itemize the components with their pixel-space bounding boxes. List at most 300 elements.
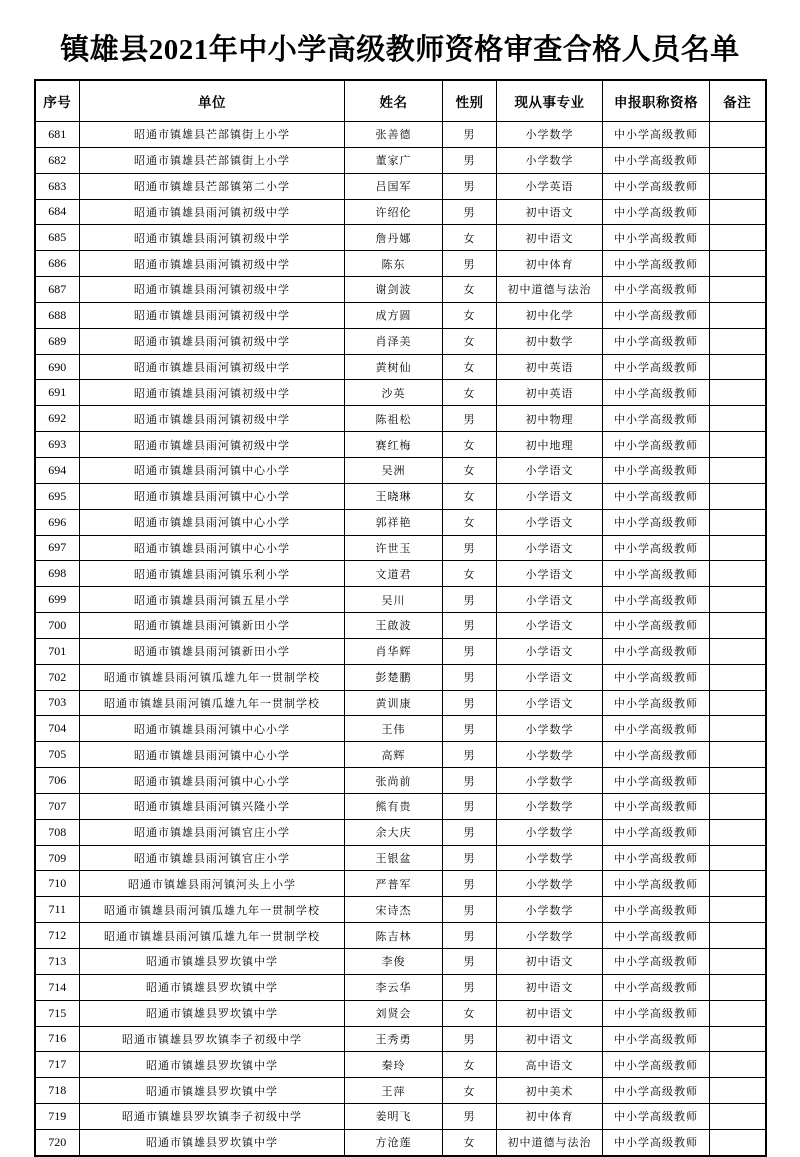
- table-cell-remark: [710, 690, 766, 716]
- table-cell-major: 小学数学: [497, 147, 603, 173]
- table-cell-title-qualification: 中小学高级教师: [603, 457, 710, 483]
- table-cell-remark: [710, 897, 766, 923]
- table-cell-index: 685: [35, 225, 80, 251]
- table-cell-title-qualification: 中小学高级教师: [603, 173, 710, 199]
- table-cell-unit: 昭通市镇雄县雨河镇初级中学: [80, 199, 345, 225]
- table-cell-index: 709: [35, 845, 80, 871]
- table-cell-gender: 男: [443, 690, 497, 716]
- table-cell-gender: 女: [443, 225, 497, 251]
- table-cell-major: 小学语文: [497, 664, 603, 690]
- table-cell-title-qualification: 中小学高级教师: [603, 432, 710, 458]
- table-cell-unit: 昭通市镇雄县罗坎镇李子初级中学: [80, 1026, 345, 1052]
- table-cell-remark: [710, 1078, 766, 1104]
- table-cell-unit: 昭通市镇雄县雨河镇瓜雄九年一贯制学校: [80, 690, 345, 716]
- table-row: [35, 173, 766, 199]
- table-cell-gender: 女: [443, 328, 497, 354]
- table-cell-gender: 男: [443, 1104, 497, 1130]
- table-cell-title-qualification: 中小学高级教师: [603, 1129, 710, 1155]
- table-row: [35, 1026, 766, 1052]
- table-cell-index: 692: [35, 406, 80, 432]
- table-cell-title-qualification: 中小学高级教师: [603, 1104, 710, 1130]
- table-cell-unit: 昭通市镇雄县雨河镇新田小学: [80, 613, 345, 639]
- table-cell-major: 小学数学: [497, 716, 603, 742]
- table-cell-name: 张尚前: [345, 768, 443, 794]
- table-cell-major: 小学数学: [497, 742, 603, 768]
- table-cell-unit: 昭通市镇雄县芒部镇街上小学: [80, 147, 345, 173]
- table-cell-unit: 昭通市镇雄县雨河镇五星小学: [80, 587, 345, 613]
- table-cell-name: 陈吉林: [345, 923, 443, 949]
- table-cell-gender: 男: [443, 122, 497, 148]
- table-cell-name: 王秀勇: [345, 1026, 443, 1052]
- table-cell-gender: 男: [443, 742, 497, 768]
- table-cell-index: 684: [35, 199, 80, 225]
- table-cell-name: 陈祖松: [345, 406, 443, 432]
- table-cell-index: 691: [35, 380, 80, 406]
- table-cell-remark: [710, 225, 766, 251]
- table-cell-major: 初中语文: [497, 949, 603, 975]
- table-row: [35, 328, 766, 354]
- table-row: [35, 949, 766, 975]
- table-cell-major: 初中体育: [497, 1104, 603, 1130]
- table-cell-remark: [710, 768, 766, 794]
- table-cell-remark: [710, 923, 766, 949]
- table-cell-gender: 男: [443, 535, 497, 561]
- table-cell-title-qualification: 中小学高级教师: [603, 535, 710, 561]
- table-row: [35, 587, 766, 613]
- table-cell-title-qualification: 中小学高级教师: [603, 406, 710, 432]
- table-cell-unit: 昭通市镇雄县罗坎镇中学: [80, 1078, 345, 1104]
- table-row: [35, 380, 766, 406]
- column-header-unit: 单位: [80, 80, 345, 122]
- table-cell-remark: [710, 1026, 766, 1052]
- table-cell-major: 初中英语: [497, 354, 603, 380]
- table-cell-title-qualification: 中小学高级教师: [603, 380, 710, 406]
- table-cell-name: 王啟波: [345, 613, 443, 639]
- table-cell-remark: [710, 716, 766, 742]
- table-cell-unit: 昭通市镇雄县雨河镇初级中学: [80, 277, 345, 303]
- table-cell-unit: 昭通市镇雄县雨河镇新田小学: [80, 638, 345, 664]
- table-row: [35, 1129, 766, 1155]
- table-cell-index: 703: [35, 690, 80, 716]
- table-cell-unit: 昭通市镇雄县雨河镇瓜雄九年一贯制学校: [80, 897, 345, 923]
- table-row: [35, 225, 766, 251]
- table-cell-gender: 女: [443, 302, 497, 328]
- table-row: [35, 199, 766, 225]
- table-cell-remark: [710, 199, 766, 225]
- table-cell-title-qualification: 中小学高级教师: [603, 638, 710, 664]
- table-cell-gender: 男: [443, 845, 497, 871]
- table-cell-name: 王晓琳: [345, 483, 443, 509]
- table-cell-index: 717: [35, 1052, 80, 1078]
- table-cell-name: 黄树仙: [345, 354, 443, 380]
- table-cell-name: 吴洲: [345, 457, 443, 483]
- table-cell-unit: 昭通市镇雄县雨河镇瓜雄九年一贯制学校: [80, 664, 345, 690]
- table-row: [35, 716, 766, 742]
- table-cell-gender: 男: [443, 949, 497, 975]
- table-cell-major: 小学英语: [497, 173, 603, 199]
- table-cell-title-qualification: 中小学高级教师: [603, 147, 710, 173]
- table-cell-major: 小学语文: [497, 535, 603, 561]
- table-cell-unit: 昭通市镇雄县芒部镇第二小学: [80, 173, 345, 199]
- table-cell-major: 初中道德与法治: [497, 277, 603, 303]
- table-cell-unit: 昭通市镇雄县罗坎镇李子初级中学: [80, 1104, 345, 1130]
- table-row: [35, 432, 766, 458]
- column-header-title-qualification: 申报职称资格: [603, 80, 710, 122]
- table-cell-index: 693: [35, 432, 80, 458]
- table-cell-major: 小学语文: [497, 638, 603, 664]
- table-cell-name: 高辉: [345, 742, 443, 768]
- table-cell-index: 714: [35, 974, 80, 1000]
- table-cell-index: 716: [35, 1026, 80, 1052]
- table-cell-gender: 男: [443, 587, 497, 613]
- table-cell-major: 小学数学: [497, 768, 603, 794]
- table-cell-name: 姜明飞: [345, 1104, 443, 1130]
- table-cell-unit: 昭通市镇雄县雨河镇初级中学: [80, 302, 345, 328]
- table-cell-title-qualification: 中小学高级教师: [603, 845, 710, 871]
- table-row: [35, 742, 766, 768]
- table-cell-gender: 男: [443, 897, 497, 923]
- table-cell-gender: 男: [443, 173, 497, 199]
- table-cell-name: 方沧莲: [345, 1129, 443, 1155]
- table-row: [35, 871, 766, 897]
- table-cell-title-qualification: 中小学高级教师: [603, 742, 710, 768]
- personnel-table: [34, 79, 767, 1157]
- table-cell-gender: 女: [443, 1078, 497, 1104]
- table-cell-name: 李云华: [345, 974, 443, 1000]
- table-row: [35, 302, 766, 328]
- table-cell-unit: 昭通市镇雄县雨河镇初级中学: [80, 354, 345, 380]
- table-cell-title-qualification: 中小学高级教师: [603, 1000, 710, 1026]
- table-cell-remark: [710, 457, 766, 483]
- table-cell-remark: [710, 535, 766, 561]
- table-cell-index: 687: [35, 277, 80, 303]
- table-cell-index: 705: [35, 742, 80, 768]
- table-cell-major: 小学语文: [497, 457, 603, 483]
- table-row: [35, 897, 766, 923]
- table-cell-gender: 男: [443, 406, 497, 432]
- table-cell-remark: [710, 742, 766, 768]
- table-cell-name: 郭祥艳: [345, 509, 443, 535]
- table-cell-title-qualification: 中小学高级教师: [603, 302, 710, 328]
- table-cell-gender: 男: [443, 664, 497, 690]
- table-cell-title-qualification: 中小学高级教师: [603, 199, 710, 225]
- column-header-gender: 性别: [443, 80, 497, 122]
- table-cell-remark: [710, 122, 766, 148]
- table-row: [35, 1000, 766, 1026]
- table-cell-remark: [710, 173, 766, 199]
- table-cell-index: 712: [35, 923, 80, 949]
- table-cell-title-qualification: 中小学高级教师: [603, 613, 710, 639]
- table-cell-major: 初中地理: [497, 432, 603, 458]
- table-cell-name: 王萍: [345, 1078, 443, 1104]
- table-row: [35, 147, 766, 173]
- table-cell-name: 成方圆: [345, 302, 443, 328]
- table-cell-unit: 昭通市镇雄县罗坎镇中学: [80, 949, 345, 975]
- table-cell-gender: 女: [443, 1000, 497, 1026]
- table-cell-gender: 男: [443, 768, 497, 794]
- table-cell-index: 681: [35, 122, 80, 148]
- table-cell-remark: [710, 432, 766, 458]
- table-cell-remark: [710, 871, 766, 897]
- table-cell-title-qualification: 中小学高级教师: [603, 664, 710, 690]
- table-cell-remark: [710, 974, 766, 1000]
- table-cell-name: 肖华辉: [345, 638, 443, 664]
- table-cell-unit: 昭通市镇雄县雨河镇初级中学: [80, 432, 345, 458]
- table-cell-name: 秦玲: [345, 1052, 443, 1078]
- table-cell-gender: 男: [443, 613, 497, 639]
- table-cell-major: 初中英语: [497, 380, 603, 406]
- table-cell-remark: [710, 147, 766, 173]
- table-cell-name: 吴川: [345, 587, 443, 613]
- table-cell-unit: 昭通市镇雄县雨河镇中心小学: [80, 483, 345, 509]
- table-cell-remark: [710, 509, 766, 535]
- table-row: [35, 561, 766, 587]
- table-cell-name: 熊有贵: [345, 793, 443, 819]
- table-cell-index: 718: [35, 1078, 80, 1104]
- table-cell-name: 谢剑波: [345, 277, 443, 303]
- table-cell-name: 许绍伦: [345, 199, 443, 225]
- table-cell-remark: [710, 845, 766, 871]
- table-cell-gender: 女: [443, 277, 497, 303]
- table-cell-index: 710: [35, 871, 80, 897]
- table-cell-major: 初中体育: [497, 251, 603, 277]
- column-header-index: 序号: [35, 80, 80, 122]
- table-cell-remark: [710, 380, 766, 406]
- table-cell-name: 余大庆: [345, 819, 443, 845]
- table-cell-title-qualification: 中小学高级教师: [603, 587, 710, 613]
- table-cell-title-qualification: 中小学高级教师: [603, 923, 710, 949]
- table-cell-gender: 女: [443, 354, 497, 380]
- table-cell-index: 700: [35, 613, 80, 639]
- table-cell-title-qualification: 中小学高级教师: [603, 1078, 710, 1104]
- table-cell-index: 690: [35, 354, 80, 380]
- table-cell-title-qualification: 中小学高级教师: [603, 716, 710, 742]
- table-cell-title-qualification: 中小学高级教师: [603, 354, 710, 380]
- table-cell-gender: 男: [443, 199, 497, 225]
- table-cell-unit: 昭通市镇雄县雨河镇瓜雄九年一贯制学校: [80, 923, 345, 949]
- table-cell-remark: [710, 1052, 766, 1078]
- table-row: [35, 277, 766, 303]
- table-cell-index: 689: [35, 328, 80, 354]
- table-row: [35, 793, 766, 819]
- table-cell-index: 694: [35, 457, 80, 483]
- table-cell-index: 715: [35, 1000, 80, 1026]
- table-row: [35, 638, 766, 664]
- table-cell-major: 小学数学: [497, 819, 603, 845]
- table-cell-name: 李俊: [345, 949, 443, 975]
- table-cell-index: 719: [35, 1104, 80, 1130]
- table-row: [35, 690, 766, 716]
- table-row: [35, 122, 766, 148]
- table-cell-index: 698: [35, 561, 80, 587]
- table-cell-gender: 男: [443, 793, 497, 819]
- table-cell-title-qualification: 中小学高级教师: [603, 793, 710, 819]
- table-cell-major: 小学数学: [497, 122, 603, 148]
- table-cell-major: 初中数学: [497, 328, 603, 354]
- table-cell-title-qualification: 中小学高级教师: [603, 277, 710, 303]
- table-cell-gender: 女: [443, 457, 497, 483]
- table-row: [35, 613, 766, 639]
- table-cell-major: 初中语文: [497, 225, 603, 251]
- table-cell-unit: 昭通市镇雄县雨河镇中心小学: [80, 535, 345, 561]
- table-cell-title-qualification: 中小学高级教师: [603, 897, 710, 923]
- table-cell-index: 696: [35, 509, 80, 535]
- table-cell-index: 711: [35, 897, 80, 923]
- table-row: [35, 1104, 766, 1130]
- table-cell-remark: [710, 1104, 766, 1130]
- table-cell-unit: 昭通市镇雄县雨河镇中心小学: [80, 768, 345, 794]
- table-cell-index: 688: [35, 302, 80, 328]
- table-cell-remark: [710, 613, 766, 639]
- table-cell-unit: 昭通市镇雄县雨河镇官庄小学: [80, 845, 345, 871]
- table-row: [35, 457, 766, 483]
- table-cell-name: 张善德: [345, 122, 443, 148]
- table-cell-unit: 昭通市镇雄县罗坎镇中学: [80, 1000, 345, 1026]
- table-cell-major: 初中语文: [497, 199, 603, 225]
- table-cell-gender: 男: [443, 251, 497, 277]
- table-cell-index: 695: [35, 483, 80, 509]
- table-cell-unit: 昭通市镇雄县雨河镇官庄小学: [80, 819, 345, 845]
- table-cell-unit: 昭通市镇雄县雨河镇初级中学: [80, 328, 345, 354]
- table-cell-name: 詹丹娜: [345, 225, 443, 251]
- table-cell-unit: 昭通市镇雄县雨河镇初级中学: [80, 251, 345, 277]
- table-cell-gender: 男: [443, 147, 497, 173]
- table-cell-gender: 男: [443, 716, 497, 742]
- table-cell-name: 文道君: [345, 561, 443, 587]
- table-cell-major: 初中化学: [497, 302, 603, 328]
- page-title: 镇雄县2021年中小学高级教师资格审查合格人员名单: [60, 34, 740, 66]
- table-body: [35, 122, 766, 1156]
- table-cell-major: 小学数学: [497, 793, 603, 819]
- column-header-remark: 备注: [710, 80, 766, 122]
- table-cell-remark: [710, 1129, 766, 1155]
- table-cell-index: 686: [35, 251, 80, 277]
- table-cell-major: 小学语文: [497, 613, 603, 639]
- table-cell-remark: [710, 664, 766, 690]
- table-cell-title-qualification: 中小学高级教师: [603, 819, 710, 845]
- table-cell-gender: 男: [443, 1026, 497, 1052]
- table-cell-major: 初中语文: [497, 1000, 603, 1026]
- table-cell-gender: 男: [443, 923, 497, 949]
- table-cell-remark: [710, 1000, 766, 1026]
- table-cell-gender: 男: [443, 638, 497, 664]
- table-cell-title-qualification: 中小学高级教师: [603, 768, 710, 794]
- table-cell-gender: 女: [443, 1052, 497, 1078]
- table-cell-gender: 女: [443, 483, 497, 509]
- table-cell-unit: 昭通市镇雄县雨河镇初级中学: [80, 225, 345, 251]
- table-row: [35, 1078, 766, 1104]
- table-cell-gender: 女: [443, 561, 497, 587]
- table-cell-title-qualification: 中小学高级教师: [603, 974, 710, 1000]
- table-row: [35, 509, 766, 535]
- table-cell-index: 701: [35, 638, 80, 664]
- table-cell-gender: 女: [443, 1129, 497, 1155]
- table-cell-unit: 昭通市镇雄县芒部镇街上小学: [80, 122, 345, 148]
- table-cell-name: 董家广: [345, 147, 443, 173]
- table-cell-remark: [710, 587, 766, 613]
- table-cell-remark: [710, 793, 766, 819]
- table-row: [35, 768, 766, 794]
- table-cell-major: 小学数学: [497, 845, 603, 871]
- table-cell-index: 713: [35, 949, 80, 975]
- table-cell-name: 王伟: [345, 716, 443, 742]
- table-cell-name: 彭楚鹏: [345, 664, 443, 690]
- table-row: [35, 664, 766, 690]
- table-cell-name: 赛红梅: [345, 432, 443, 458]
- table-cell-major: 小学语文: [497, 509, 603, 535]
- table-row: [35, 819, 766, 845]
- table-row: [35, 974, 766, 1000]
- column-header-major: 现从事专业: [497, 80, 603, 122]
- table-cell-index: 683: [35, 173, 80, 199]
- table-cell-remark: [710, 638, 766, 664]
- table-cell-gender: 男: [443, 819, 497, 845]
- table-cell-remark: [710, 561, 766, 587]
- table-cell-index: 720: [35, 1129, 80, 1155]
- table-cell-name: 王银盆: [345, 845, 443, 871]
- table-cell-remark: [710, 949, 766, 975]
- table-cell-index: 699: [35, 587, 80, 613]
- table-row: [35, 535, 766, 561]
- table-row: [35, 251, 766, 277]
- table-cell-title-qualification: 中小学高级教师: [603, 1026, 710, 1052]
- table-cell-gender: 女: [443, 432, 497, 458]
- table-cell-unit: 昭通市镇雄县雨河镇兴隆小学: [80, 793, 345, 819]
- table-cell-remark: [710, 251, 766, 277]
- table-cell-unit: 昭通市镇雄县雨河镇中心小学: [80, 509, 345, 535]
- table-cell-unit: 昭通市镇雄县雨河镇河头上小学: [80, 871, 345, 897]
- table-cell-name: 肖泽美: [345, 328, 443, 354]
- table-cell-gender: 男: [443, 871, 497, 897]
- table-cell-index: 682: [35, 147, 80, 173]
- table-cell-title-qualification: 中小学高级教师: [603, 251, 710, 277]
- table-cell-major: 小学数学: [497, 923, 603, 949]
- table-cell-name: 刘贤会: [345, 1000, 443, 1026]
- table-cell-major: 初中美术: [497, 1078, 603, 1104]
- table-cell-name: 宋诗杰: [345, 897, 443, 923]
- table-cell-gender: 女: [443, 380, 497, 406]
- table-cell-remark: [710, 277, 766, 303]
- table-cell-index: 704: [35, 716, 80, 742]
- table-cell-unit: 昭通市镇雄县雨河镇中心小学: [80, 742, 345, 768]
- table-row: [35, 845, 766, 871]
- table-cell-title-qualification: 中小学高级教师: [603, 1052, 710, 1078]
- table-cell-major: 小学语文: [497, 561, 603, 587]
- table-cell-title-qualification: 中小学高级教师: [603, 949, 710, 975]
- table-cell-major: 初中语文: [497, 1026, 603, 1052]
- table-cell-index: 707: [35, 793, 80, 819]
- table-cell-unit: 昭通市镇雄县雨河镇中心小学: [80, 716, 345, 742]
- table-cell-gender: 男: [443, 974, 497, 1000]
- table-cell-unit: 昭通市镇雄县雨河镇初级中学: [80, 380, 345, 406]
- table-cell-major: 小学语文: [497, 587, 603, 613]
- table-cell-unit: 昭通市镇雄县雨河镇乐利小学: [80, 561, 345, 587]
- table-cell-title-qualification: 中小学高级教师: [603, 225, 710, 251]
- table-cell-remark: [710, 483, 766, 509]
- table-cell-unit: 昭通市镇雄县罗坎镇中学: [80, 974, 345, 1000]
- column-header-name: 姓名: [345, 80, 443, 122]
- table-cell-title-qualification: 中小学高级教师: [603, 871, 710, 897]
- table-cell-title-qualification: 中小学高级教师: [603, 328, 710, 354]
- table-cell-major: 初中物理: [497, 406, 603, 432]
- table-cell-unit: 昭通市镇雄县罗坎镇中学: [80, 1052, 345, 1078]
- table-cell-remark: [710, 328, 766, 354]
- table-row: [35, 354, 766, 380]
- table-cell-name: 陈东: [345, 251, 443, 277]
- table-row: [35, 923, 766, 949]
- table-cell-remark: [710, 819, 766, 845]
- table-cell-unit: 昭通市镇雄县罗坎镇中学: [80, 1129, 345, 1155]
